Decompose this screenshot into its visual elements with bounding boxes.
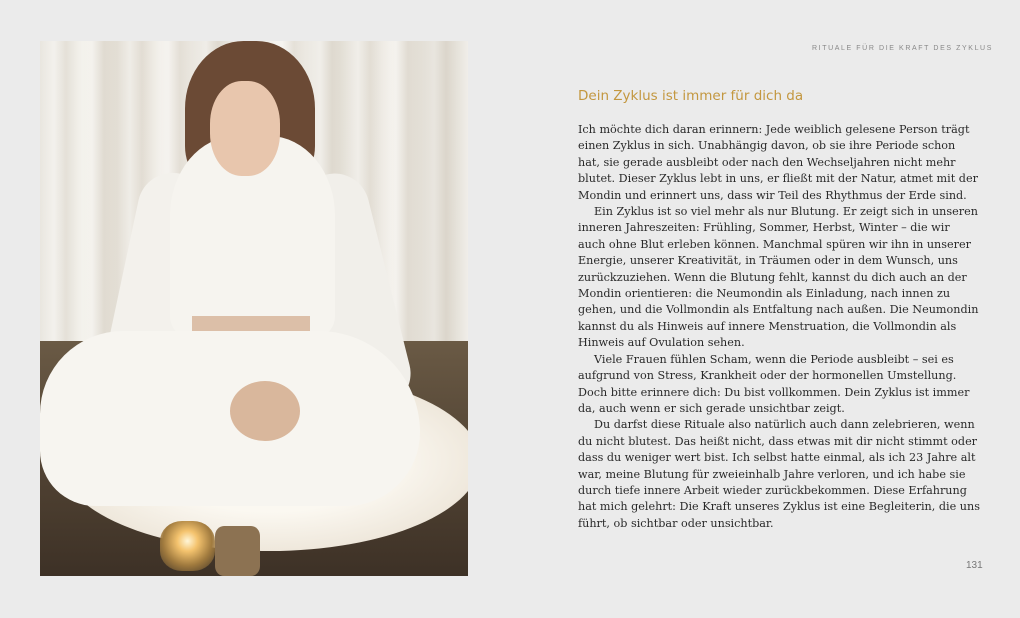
text-line: Energie, unserer Kreativität, in Träumen oder in dem Wunsch, uns: [578, 254, 958, 268]
section-heading: Dein Zyklus ist immer für dich da: [578, 88, 804, 104]
text-line: da, auch wenn er sich gerade unsichtbar zeigt.: [578, 401, 845, 415]
meditation-photo: [40, 41, 468, 576]
text-line: zurückzuziehen. Wenn die Blutung fehlt, kannst du dich auch an der: [578, 270, 967, 284]
text-line: Ein Zyklus ist so viel mehr als nur Blutung. Er zeigt sich in unseren: [594, 205, 978, 219]
text-line: Doch bitte erinnere dich: Du bist vollkommen. Dein Zyklus ist immer: [578, 385, 970, 399]
text-line: hat, sie gerade ausbleibt oder nach den Wechseljahren nicht mehr: [578, 155, 956, 169]
text-line: du nicht blutest. Das heißt nicht, dass etwas mit dir nicht stimmt oder: [578, 434, 978, 448]
candle: [160, 521, 215, 571]
text-line: Du darfst diese Rituale also natürlich auch dann zelebrieren, wenn: [594, 418, 975, 432]
text-line: aufgrund von Stress, Krankheit oder der hormonellen Umstellung.: [578, 369, 957, 383]
running-header: RITUALE FÜR DIE KRAFT DES ZYKLUS: [812, 45, 993, 52]
text-line: dass du weniger wert bist. Ich selbst hatte einmal, als ich 23 Jahre alt: [578, 451, 976, 465]
text-line: durch tiefe innere Arbeit wieder zurückbekommen. Diese Erfahrung: [578, 483, 967, 497]
text-line: Mondin orientieren: die Neumondin als Einladung, nach innen zu: [578, 287, 951, 301]
body-text: [578, 122, 980, 532]
text-line: inneren Jahreszeiten: Frühling, Sommer, Herbst, Winter – die wir: [578, 221, 950, 235]
crossed-legs: [40, 331, 420, 506]
bowl: [215, 526, 260, 576]
text-line: Mondin und erinnert uns, dass wir Teil des Rhythmus der Erde sind.: [578, 188, 967, 202]
text-line: war, meine Blutung für zweieinhalb Jahre verloren, und ich habe sie: [578, 467, 966, 481]
page-number: 131: [966, 560, 983, 571]
text-line: hat mich gelehrt: Die Kraft unseres Zyklus ist eine Begleiterin, die uns: [578, 500, 980, 514]
text-line: Hinweis auf Ovulation sehen.: [578, 336, 745, 350]
text-line: kannst du als Hinweis auf innere Menstruation, die Vollmondin als: [578, 319, 957, 333]
text-line: führt, ob sichtbar oder unsichtbar.: [578, 516, 774, 530]
hands-mudra: [230, 381, 300, 441]
text-line: Viele Frauen fühlen Scham, wenn die Periode ausbleibt – sei es: [594, 352, 954, 366]
text-line: blutet. Dieser Zyklus lebt in uns, er fließt mit der Natur, atmet mit der: [578, 172, 978, 186]
text-line: Ich möchte dich daran erinnern: Jede weiblich gelesene Person trägt: [578, 123, 970, 136]
face: [210, 81, 280, 176]
text-line: gehen, und die Vollmondin als Entfaltung nach außen. Die Neumondin: [578, 303, 979, 317]
text-line: auch ohne Blut erleben können. Manchmal spüren wir ihn in unserer: [578, 237, 971, 251]
text-line: einen Zyklus in sich. Unabhängig davon, ob sie ihre Periode schon: [578, 139, 956, 153]
